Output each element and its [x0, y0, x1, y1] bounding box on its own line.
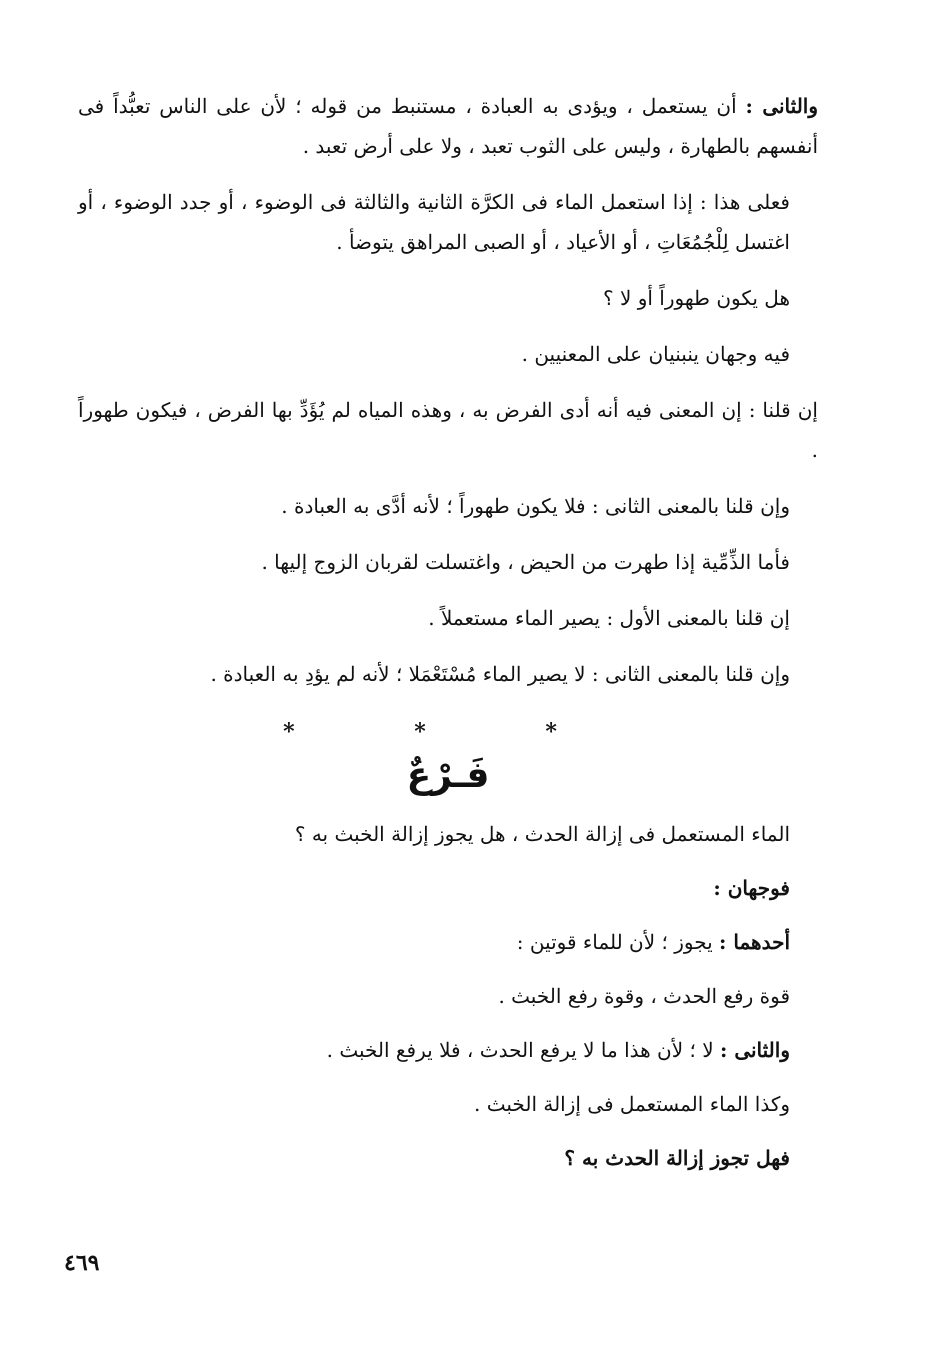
para-lead: والثانى : — [719, 1038, 790, 1062]
para-text: فيه وجهان ينبنيان على المعنيين . — [521, 342, 790, 366]
para-text: يجوز ؛ لأن للماء قوتين : — [516, 930, 720, 954]
para-text: إن قلنا بالمعنى الأول : يصير الماء مستعملاً . — [428, 606, 790, 630]
para-lead: فوجهان : — [713, 876, 790, 900]
paragraph-4 — [78, 334, 818, 374]
section-paragraph-1 — [78, 814, 818, 854]
section-paragraph-5 — [78, 1030, 818, 1070]
para-text: فأما الذِّمِّية إذا طهرت من الحيض ، واغتسلت لقربان الزوج إليها . — [261, 550, 790, 574]
section-separator: * * * — [283, 719, 613, 745]
para-text: الماء المستعمل فى إزالة الحدث ، هل يجوز إزالة الخبث به ؟ — [294, 822, 790, 846]
para-text: وإن قلنا بالمعنى الثانى : لا يصير الماء مُسْتَعْمَلا ؛ لأنه لم يؤدِ به العبادة . — [210, 662, 790, 686]
para-text: لا ؛ لأن هذا ما لا يرفع الحدث ، فلا يرفع الخبث . — [326, 1038, 720, 1062]
paragraph-7 — [78, 542, 818, 582]
para-text: هل يكون طهوراً أو لا ؟ — [602, 286, 790, 310]
para-text: قوة رفع الحدث ، وقوة رفع الخبث . — [498, 984, 790, 1008]
paragraph-5 — [78, 390, 818, 470]
main-text — [78, 86, 818, 1192]
paragraph-9 — [78, 654, 818, 694]
paragraph-2 — [78, 182, 818, 262]
para-text: أن يستعمل ، ويؤدى به العبادة ، مستنبط من قوله ؛ لأن على الناس تعبُّداً فى أنفسهم بالطهارة ، وليس على الثوب تعبد ، ولا على أرض تعبد . — [78, 94, 818, 158]
section-paragraph-3 — [78, 922, 818, 962]
para-text: فعلى هذا : إذا استعمل الماء فى الكرَّة الثانية والثالثة فى الوضوء ، أو جدد الوضوء ، أو اغتسل لِلْجُمُعَاتِ ، أو الأعياد ، أو الصبى المراهق يتوضأ . — [78, 190, 790, 254]
section-paragraph-7 — [78, 1138, 818, 1178]
para-text: وإن قلنا بالمعنى الثانى : فلا يكون طهوراً ؛ لأنه أدَّى به العبادة . — [281, 494, 790, 518]
section-paragraph-2 — [78, 868, 818, 908]
para-lead: فهل تجوز إزالة الحدث به ؟ — [564, 1146, 790, 1170]
para-text: وكذا الماء المستعمل فى إزالة الخبث . — [474, 1092, 790, 1116]
page-number: ٤٦٩ — [64, 1250, 100, 1276]
section-paragraph-4 — [78, 976, 818, 1016]
para-text: إن قلنا : إن المعنى فيه أنه أدى الفرض به ، وهذه المياه لم يُؤَدِّ بها الفرض ، فيكون طهوراً . — [78, 398, 818, 462]
section-title: فَـرْعٌ — [406, 755, 490, 796]
paragraph-1 — [78, 86, 818, 166]
paragraph-6 — [78, 486, 818, 526]
para-lead: أحدهما : — [719, 930, 790, 954]
paragraph-3 — [78, 278, 818, 318]
para-lead: والثانى : — [745, 94, 818, 118]
paragraph-8 — [78, 598, 818, 638]
section-paragraph-6 — [78, 1084, 818, 1124]
